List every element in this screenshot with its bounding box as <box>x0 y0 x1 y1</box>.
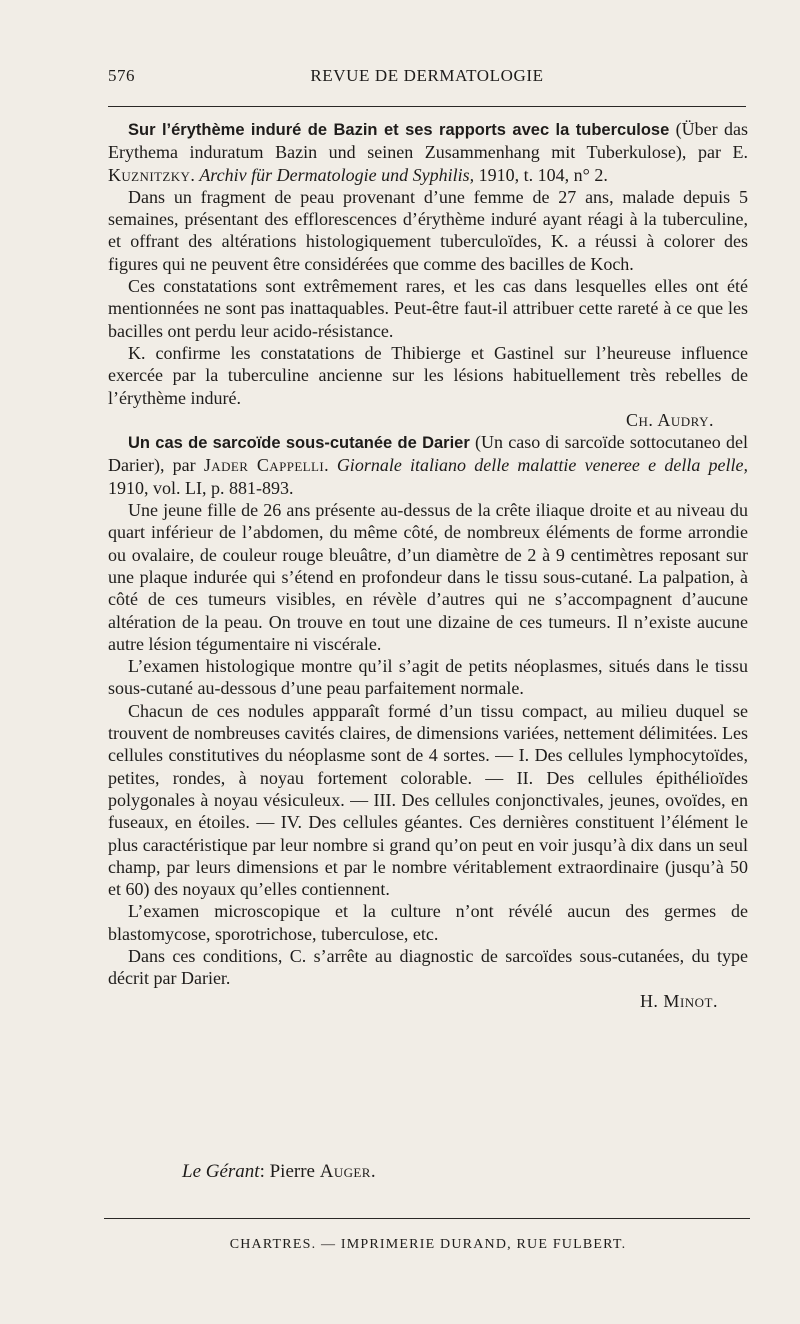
article1-heading <box>108 118 748 186</box>
running-head <box>108 66 746 90</box>
header-rule <box>108 106 746 107</box>
article1-author: Kuznitzky <box>108 164 191 185</box>
article2-paragraph-3: Chacun de ces nodules appparaît formé d’un tissu compact, au milieu duquel se trouvent de nombreuses cavités claires, de dimensions variées, nettement délimitées. Les cellules constitutives du néoplasme sont de 4 sortes. — I. Des cellules lymphocytoïdes, petites, rondes, à noyau fortement colorable. — II. Des cellules épithélioïdes polygonales à noyau vésiculeux. — III. Des cellules conjonctivales, jeunes, ovoïdes, en fuseaux, en étoiles. — IV. Des cellules géantes. Ces dernières constituent l’élément le plus caractéristique par leur nombre si grand qu’on peut en voir jusqu’à dix dans un seul champ, par leurs dimensions et par le nombre véritablement extraordinaire (jusqu’à 50 et 60) des noyaux qu’elles contiennent. <box>108 700 748 900</box>
article2-heading <box>108 431 748 499</box>
printer-imprint: CHARTRES. — IMPRIMERIE DURAND, RUE FULBERT. <box>229 1237 627 1252</box>
body-text <box>108 118 748 1012</box>
gerant-line <box>182 1161 376 1183</box>
article1-paragraph-2: Ces constatations sont extrêmement rares, et les cas dans lesquelles elles ont été mentionnées ne sont pas inattaquables. Peut-être faut-il attribuer cette rareté à ce que les bacilles ont perdu leur acido-résistance. <box>108 276 748 341</box>
article1-subtitle: (Über das Erythema induratum Bazin und seinen Zusammenhang mit Tuberkulose), par E. <box>108 119 749 163</box>
gerant-end: . <box>370 1161 376 1182</box>
article1-sep: . <box>190 164 200 185</box>
article2-paragraph-4: L’examen microscopique et la culture n’ont révélé aucun des germes de blastomycose, sporotrichose, tuberculose, etc. <box>108 901 748 944</box>
article1-journal: Archiv für Dermatologie und Syphilis, <box>199 164 475 185</box>
article1-paragraph-3 <box>108 342 748 409</box>
article2-paragraph-1: Une jeune fille de 26 ans présente au-dessus de la crête iliaque droite et au niveau du quart inférieur de l’abdomen, du même côté, de nombreux éléments de forme arrondie ou ovalaire, de couleur rouge bleuâtre, d’un diamètre de 2 à 9 centimètres reposant sur une plaque indurée qui s’étend en profondeur dans le tissu sous-cutané. La palpation, à côté de ces tumeurs visibles, en révèle d’autres qui ne s’accompagnent d’aucune altération de la peau. On trouve en tout une dizaine de ces tumeurs. Il n’existe aucune autre lésion tégumentaire ni viscérale. <box>108 500 748 654</box>
article1-signature: Ch. Audry. <box>625 409 714 430</box>
gerant-label: Le Gérant <box>182 1161 260 1182</box>
article2-paragraph-2: L’examen histologique montre qu’il s’agit de petits néoplasmes, situés dans le tissu sous-cutané au-dessous d’une peau parfaitement normale. <box>108 656 748 699</box>
article2-title: Un cas de sarcoïde sous-cutanée de Darier <box>128 434 470 453</box>
article1-paragraph-1: Dans un fragment de peau provenant d’une femme de 27 ans, malade depuis 5 semaines, présentant des efflorescences d’érythème induré ayant réagi à la tuberculine, et offrant des altérations histologiquement tuberculoïdes, K. a réussi à colorer des figures qui ne peuvent être considérées que comme des bacilles de Koch. <box>108 186 748 274</box>
article2-signature: H. Minot. <box>639 990 718 1011</box>
page-number: 576 <box>108 66 135 85</box>
article1-signature-line <box>108 409 748 431</box>
article2-ref: 1910, vol. LI, p. 881-893. <box>108 477 294 498</box>
article1-paragraph-3-text: K. confirme les constatations de Thibierge et Gastinel sur l’heureuse influence exercée par la tuberculine ancienne sur les lésions habituellement très rebelles de l’érythème induré. <box>108 342 748 408</box>
article2-subtitle: (Un caso di sarcoïde sottocutaneo del Darier), par <box>108 432 748 476</box>
article2-signature-line <box>108 990 748 1012</box>
article2-journal: Giornale italiano delle malattie veneree e della pelle, <box>336 455 749 476</box>
article1-title: Sur l’érythème induré de Bazin et ses rapports avec la tuberculose <box>128 121 670 139</box>
gerant-name-last: Auger <box>319 1161 371 1182</box>
article1-ref: 1910, t. 104, n° 2. <box>474 164 608 185</box>
journal-title: REVUE DE DERMATOLOGIE <box>310 66 544 85</box>
footer-rule <box>104 1218 750 1219</box>
article2-paragraph-5: Dans ces conditions, C. s’arrête au diagnostic de sarcoïdes sous-cutanées, du type décrit par Darier. <box>108 945 748 989</box>
gerant-colon: : <box>259 1161 270 1182</box>
article2-author: Jader Cappelli <box>203 455 325 476</box>
article2-sep: . <box>324 455 337 476</box>
gerant-name-first: Pierre <box>269 1161 320 1182</box>
